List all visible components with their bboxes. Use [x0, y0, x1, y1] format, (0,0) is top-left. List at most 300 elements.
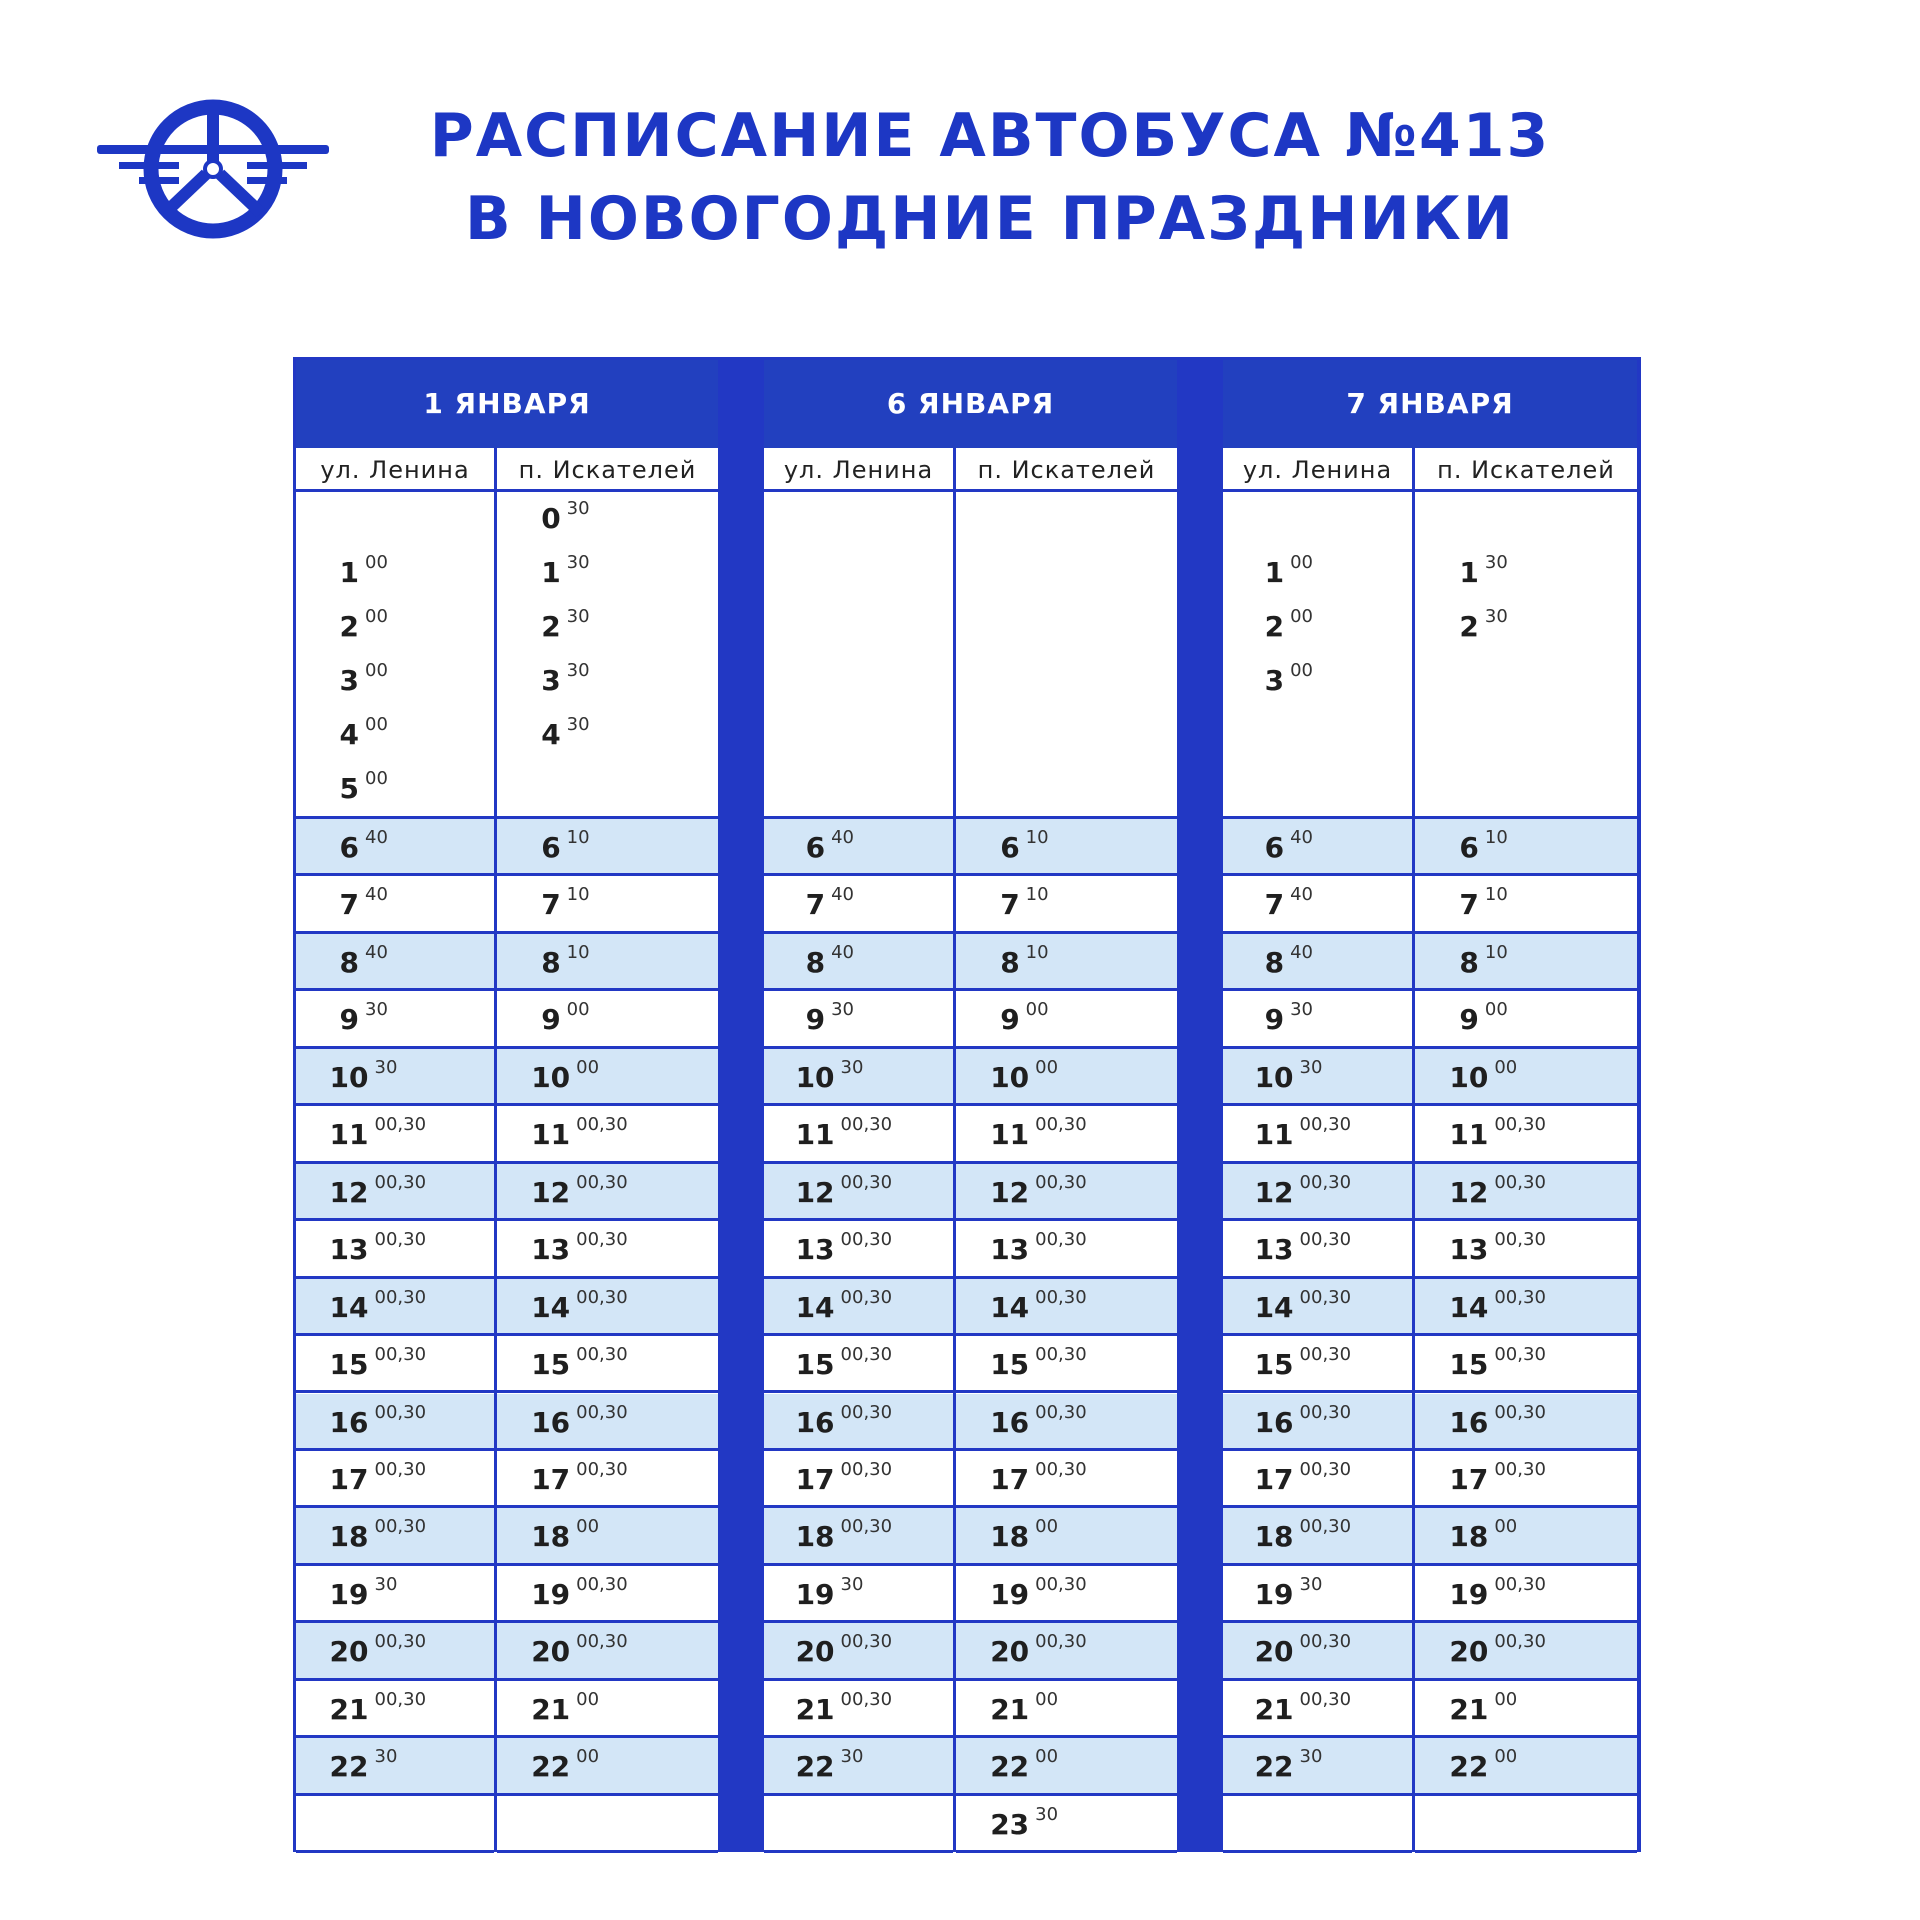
departure-time: [1254, 1688, 1352, 1726]
time-row: [956, 819, 1177, 876]
departure-minutes: 00: [1494, 1516, 1518, 1538]
day-block: [764, 360, 1177, 1849]
departure-minutes: 00,30: [374, 1229, 427, 1251]
departure-time: [1254, 1286, 1352, 1324]
departure-hour: 15: [1254, 1348, 1294, 1382]
stop-name: ул. Ленина: [764, 448, 953, 492]
departure-hour: 22: [795, 1750, 835, 1784]
day-header: 6 ЯНВАРЯ: [764, 360, 1177, 448]
departure-hour: 21: [1254, 1692, 1294, 1726]
departure-time: [531, 1056, 600, 1094]
departure-time: [1000, 999, 1049, 1037]
departure-time: [329, 1286, 427, 1324]
departure-time: [531, 1631, 628, 1669]
departure-hour: 9: [805, 1003, 826, 1037]
departure-hour: 15: [329, 1348, 369, 1382]
departure-hour: 10: [329, 1060, 369, 1094]
departure-hour: 22: [329, 1750, 369, 1784]
departure-minutes: 00,30: [1299, 1401, 1352, 1423]
departure-minutes: 10: [1484, 941, 1508, 963]
time-row: [497, 876, 718, 933]
night-section: [296, 492, 494, 819]
departure-time: [1449, 1516, 1518, 1554]
steering-wheel-wings-icon: [97, 95, 329, 243]
departure-time: [1449, 1229, 1546, 1267]
departure-minutes: 10: [566, 941, 590, 963]
departure-minutes: 10: [1025, 941, 1049, 963]
departure-minutes: 00: [1484, 999, 1508, 1021]
departure-hour: 16: [531, 1405, 571, 1439]
departure-time: [795, 1631, 893, 1669]
stop-column: [296, 448, 494, 1849]
departure-time: [541, 552, 590, 589]
departure-time: [541, 941, 590, 979]
departure-minutes: 00: [1025, 999, 1049, 1021]
departure-hour: 10: [1254, 1060, 1294, 1094]
departure-minutes: 30: [374, 1056, 398, 1078]
departure-hour: 13: [329, 1233, 369, 1267]
departure-minutes: 00: [576, 1688, 600, 1710]
departure-minutes: 40: [1290, 941, 1313, 963]
departure-minutes: 00,30: [1494, 1229, 1546, 1251]
departure-hour: 6: [339, 831, 360, 864]
departure-time: [1459, 884, 1508, 922]
departure-hour: 7: [1459, 888, 1479, 922]
departure-time: [795, 1458, 893, 1496]
departure-hour: 17: [531, 1462, 571, 1496]
departure-hour: 12: [1254, 1175, 1294, 1209]
departure-minutes: 00,30: [1035, 1114, 1087, 1136]
departure-hour: 1: [1459, 556, 1479, 589]
departure-minutes: 00,30: [1035, 1286, 1087, 1308]
departure-hour: 14: [531, 1290, 571, 1324]
departure-hour: 20: [531, 1635, 571, 1669]
departure-time: [990, 1631, 1087, 1669]
departure-time: [1000, 884, 1049, 922]
departure-time: [1254, 1114, 1352, 1152]
time-row: [956, 991, 1177, 1048]
departure-minutes: 00: [1290, 606, 1313, 627]
departure-minutes: 30: [840, 1573, 864, 1595]
departure-time: [990, 1056, 1059, 1094]
departure-hour: 20: [329, 1635, 369, 1669]
departure-time: [795, 1516, 893, 1554]
departure-minutes: 40: [1290, 884, 1313, 906]
departure-time: [1449, 1171, 1546, 1209]
departure-minutes: 00,30: [1494, 1114, 1546, 1136]
departure-time: [805, 941, 854, 979]
departure-minutes: 00: [566, 999, 590, 1021]
time-row: [956, 1049, 1177, 1106]
departure-minutes: 00,30: [1035, 1171, 1087, 1193]
departure-time: [1264, 999, 1313, 1037]
time-row: [296, 819, 494, 876]
departure-hour: 22: [1254, 1750, 1294, 1784]
time-row: [497, 991, 718, 1048]
time-row: [956, 1508, 1177, 1565]
departure-time: [1264, 827, 1313, 864]
time-row: [497, 934, 718, 991]
departure-time: [531, 1171, 628, 1209]
departure-minutes: 00,30: [1299, 1631, 1352, 1653]
departure-hour: 10: [795, 1060, 835, 1094]
departure-time: [990, 1401, 1087, 1439]
departure-hour: 6: [805, 831, 826, 864]
time-row: [764, 819, 953, 876]
departure-time: [541, 884, 590, 922]
departure-minutes: 00,30: [1494, 1286, 1546, 1308]
departure-hour: 13: [795, 1233, 835, 1267]
time-row: [1415, 1738, 1637, 1795]
departure-minutes: 00,30: [840, 1458, 893, 1480]
departure-time: [1254, 1631, 1352, 1669]
stop-name: п. Искателей: [956, 448, 1177, 492]
departure-time: [795, 1056, 864, 1094]
departure-minutes: 00,30: [840, 1229, 893, 1251]
time-row: [497, 819, 718, 876]
departure-minutes: 00,30: [374, 1286, 427, 1308]
departure-minutes: 00,30: [840, 1631, 893, 1653]
departure-time: [339, 827, 388, 864]
time-row: [764, 876, 953, 933]
departure-minutes: 40: [365, 941, 388, 963]
departure-time: [795, 1688, 893, 1726]
departure-minutes: 00: [576, 1056, 600, 1078]
page-title: [330, 95, 1650, 261]
departure-minutes: 00,30: [576, 1458, 628, 1480]
departure-time: [1264, 660, 1313, 697]
departure-time: [339, 941, 388, 979]
departure-minutes: 30: [831, 999, 854, 1021]
departure-time: [1449, 1344, 1546, 1382]
departure-time: [329, 1746, 398, 1784]
departure-minutes: 00: [576, 1516, 600, 1538]
departure-time: [1254, 1573, 1323, 1611]
departure-minutes: 00: [1494, 1746, 1518, 1768]
stop-column: [956, 448, 1177, 1849]
departure-minutes: 00: [1494, 1056, 1518, 1078]
departure-time: [1449, 1573, 1546, 1611]
departure-time: [1449, 1401, 1546, 1439]
departure-minutes: 00,30: [1494, 1631, 1546, 1653]
departure-time: [795, 1114, 893, 1152]
departure-time: [531, 1688, 600, 1726]
departure-minutes: 00,30: [1494, 1171, 1546, 1193]
departure-hour: 13: [531, 1233, 571, 1267]
departure-hour: 14: [795, 1290, 835, 1324]
time-row: [956, 934, 1177, 991]
day-block: [1223, 360, 1637, 1849]
time-row: [956, 1796, 1177, 1853]
departure-time: [805, 884, 854, 922]
departure-time: [329, 1458, 427, 1496]
departure-time: [531, 1229, 628, 1267]
time-row: [764, 991, 953, 1048]
time-row: [1415, 1681, 1637, 1738]
departure-time: [990, 1229, 1087, 1267]
departure-minutes: 00,30: [840, 1688, 893, 1710]
departure-hour: 20: [990, 1635, 1030, 1669]
departure-time: [990, 1286, 1087, 1324]
departure-hour: 14: [990, 1290, 1030, 1324]
departure-minutes: 30: [1299, 1056, 1323, 1078]
departure-hour: 8: [805, 945, 826, 979]
departure-hour: 14: [1254, 1290, 1294, 1324]
departure-minutes: 10: [1484, 884, 1508, 906]
departure-hour: 3: [339, 664, 360, 697]
column-divider: [1412, 448, 1415, 1849]
departure-hour: 18: [1254, 1520, 1294, 1554]
departure-time: [531, 1401, 628, 1439]
departure-time: [339, 606, 388, 643]
departure-minutes: 10: [1484, 827, 1508, 848]
departure-minutes: 00: [1290, 552, 1313, 573]
departure-time: [1449, 1458, 1546, 1496]
departure-hour: 21: [329, 1692, 369, 1726]
departure-hour: 21: [531, 1692, 571, 1726]
departure-time: [1264, 884, 1313, 922]
departure-hour: 3: [1264, 664, 1285, 697]
departure-time: [990, 1344, 1087, 1382]
departure-hour: 12: [329, 1175, 369, 1209]
departure-hour: 20: [1449, 1635, 1489, 1669]
departure-time: [541, 999, 590, 1037]
departure-time: [339, 660, 388, 697]
departure-minutes: 40: [831, 884, 854, 906]
time-row: [1415, 876, 1637, 933]
departure-time: [1459, 941, 1508, 979]
departure-minutes: 30: [566, 606, 590, 627]
departure-hour: 19: [990, 1577, 1030, 1611]
departure-time: [1449, 1688, 1518, 1726]
departure-minutes: 30: [374, 1746, 398, 1768]
departure-hour: 6: [1000, 831, 1020, 864]
departure-time: [329, 1688, 427, 1726]
time-row: [956, 1681, 1177, 1738]
departure-minutes: 00,30: [1035, 1344, 1087, 1366]
time-row: [296, 934, 494, 991]
departure-time: [795, 1171, 893, 1209]
departure-hour: 22: [531, 1750, 571, 1784]
stop-name: п. Искателей: [497, 448, 718, 492]
departure-time: [329, 1631, 427, 1669]
departure-minutes: 00,30: [840, 1114, 893, 1136]
departure-hour: 18: [990, 1520, 1030, 1554]
departure-hour: 10: [990, 1060, 1030, 1094]
departure-hour: 9: [541, 1003, 561, 1037]
departure-time: [1264, 552, 1313, 589]
departure-hour: 0: [541, 502, 561, 535]
departure-hour: 18: [795, 1520, 835, 1554]
time-row: [1223, 1796, 1412, 1853]
departure-hour: 9: [1459, 1003, 1479, 1037]
departure-minutes: 00,30: [1299, 1229, 1352, 1251]
departure-hour: 2: [1264, 610, 1285, 643]
departure-minutes: 00,30: [576, 1573, 628, 1595]
schedule-table: [293, 357, 1641, 1852]
departure-minutes: 30: [840, 1746, 864, 1768]
departure-minutes: 00,30: [1035, 1631, 1087, 1653]
departure-time: [1254, 1746, 1323, 1784]
departure-minutes: 00: [1494, 1688, 1518, 1710]
day-block: [296, 360, 718, 1849]
departure-hour: 1: [1264, 556, 1285, 589]
departure-time: [1254, 1458, 1352, 1496]
departure-hour: 8: [1459, 945, 1479, 979]
departure-minutes: 00,30: [840, 1344, 893, 1366]
departure-minutes: 30: [374, 1573, 398, 1595]
departure-hour: 6: [1459, 831, 1479, 864]
departure-minutes: 30: [1290, 999, 1313, 1021]
departure-minutes: 00: [365, 660, 388, 681]
departure-minutes: 00,30: [576, 1401, 628, 1423]
stop-column: [497, 448, 718, 1849]
departure-time: [1254, 1344, 1352, 1382]
departure-minutes: 30: [840, 1056, 864, 1078]
departure-time: [1000, 827, 1049, 864]
departure-minutes: 30: [1299, 1746, 1323, 1768]
departure-time: [531, 1114, 628, 1152]
departure-minutes: 00,30: [374, 1458, 427, 1480]
time-row: [1415, 1508, 1637, 1565]
departure-minutes: 10: [566, 827, 590, 848]
title-line-2: В НОВОГОДНИЕ ПРАЗДНИКИ: [465, 184, 1515, 254]
departure-minutes: 40: [1290, 827, 1313, 848]
departure-time: [329, 1229, 427, 1267]
departure-time: [1449, 1746, 1518, 1784]
departure-minutes: 30: [566, 660, 590, 681]
stop-column: [1223, 448, 1412, 1849]
departure-minutes: 30: [566, 552, 590, 573]
departure-time: [339, 999, 388, 1037]
time-row: [1223, 876, 1412, 933]
departure-hour: 19: [1254, 1577, 1294, 1611]
departure-minutes: 00,30: [374, 1114, 427, 1136]
departure-minutes: 00,30: [374, 1688, 427, 1710]
departure-time: [990, 1114, 1087, 1152]
time-row: [497, 1738, 718, 1795]
departure-hour: 20: [1254, 1635, 1294, 1669]
departure-time: [990, 1746, 1059, 1784]
departure-hour: 3: [541, 664, 561, 697]
departure-hour: 10: [531, 1060, 571, 1094]
departure-hour: 5: [339, 772, 360, 805]
departure-time: [805, 999, 854, 1037]
departure-hour: 1: [339, 556, 360, 589]
departure-time: [531, 1746, 600, 1784]
departure-hour: 17: [990, 1462, 1030, 1496]
departure-minutes: 40: [365, 884, 388, 906]
departure-minutes: 40: [831, 827, 854, 848]
departure-time: [531, 1344, 628, 1382]
time-row: [956, 876, 1177, 933]
departure-time: [339, 552, 388, 589]
departure-hour: 15: [1449, 1348, 1489, 1382]
departure-time: [339, 884, 388, 922]
departure-minutes: 10: [1025, 827, 1049, 848]
departure-minutes: 00,30: [840, 1286, 893, 1308]
departure-hour: 2: [541, 610, 561, 643]
departure-minutes: 00,30: [374, 1344, 427, 1366]
departure-hour: 6: [1264, 831, 1285, 864]
departure-hour: 12: [531, 1175, 571, 1209]
time-row: [956, 1738, 1177, 1795]
title-line-1: РАСПИСАНИЕ АВТОБУСА №413: [429, 101, 1551, 171]
departure-hour: 21: [990, 1692, 1030, 1726]
departure-time: [1449, 1056, 1518, 1094]
departure-time: [1254, 1056, 1323, 1094]
time-row: [1415, 1796, 1637, 1853]
departure-hour: 17: [1254, 1462, 1294, 1496]
time-row: [1415, 991, 1637, 1048]
departure-hour: 16: [329, 1405, 369, 1439]
departure-time: [990, 1803, 1059, 1841]
departure-minutes: 00,30: [374, 1171, 427, 1193]
departure-minutes: 00,30: [374, 1516, 427, 1538]
departure-time: [339, 714, 388, 751]
departure-minutes: 00: [365, 714, 388, 735]
departure-minutes: 00,30: [576, 1286, 628, 1308]
departure-minutes: 00,30: [1299, 1688, 1352, 1710]
departure-hour: 7: [541, 888, 561, 922]
departure-hour: 10: [1449, 1060, 1489, 1094]
departure-time: [990, 1688, 1059, 1726]
departure-hour: 22: [990, 1750, 1030, 1784]
departure-hour: 14: [1449, 1290, 1489, 1324]
departure-hour: 17: [1449, 1462, 1489, 1496]
departure-hour: 2: [1459, 610, 1479, 643]
departure-hour: 4: [541, 718, 561, 751]
day-header: 7 ЯНВАРЯ: [1223, 360, 1637, 448]
departure-hour: 20: [795, 1635, 835, 1669]
departure-hour: 16: [1449, 1405, 1489, 1439]
departure-hour: 8: [339, 945, 360, 979]
departure-time: [1459, 606, 1508, 643]
time-row: [497, 1049, 718, 1106]
departure-minutes: 00,30: [1035, 1458, 1087, 1480]
departure-time: [990, 1516, 1059, 1554]
departure-minutes: 00: [1035, 1746, 1059, 1768]
departure-hour: 8: [1000, 945, 1020, 979]
departure-time: [990, 1171, 1087, 1209]
departure-time: [795, 1573, 864, 1611]
departure-time: [541, 827, 590, 864]
departure-hour: 7: [1264, 888, 1285, 922]
departure-minutes: 00,30: [1494, 1344, 1546, 1366]
departure-hour: 13: [1254, 1233, 1294, 1267]
departure-time: [1449, 1286, 1546, 1324]
departure-minutes: 30: [1035, 1803, 1059, 1825]
departure-hour: 11: [795, 1118, 835, 1152]
departure-minutes: 00,30: [1299, 1171, 1352, 1193]
departure-time: [1449, 1631, 1546, 1669]
departure-hour: 17: [795, 1462, 835, 1496]
departure-hour: 13: [1449, 1233, 1489, 1267]
departure-minutes: 00,30: [1299, 1516, 1352, 1538]
time-row: [1415, 934, 1637, 991]
departure-time: [1000, 941, 1049, 979]
departure-hour: 16: [990, 1405, 1030, 1439]
departure-time: [1459, 999, 1508, 1037]
departure-time: [531, 1458, 628, 1496]
departure-time: [541, 714, 590, 751]
departure-time: [329, 1056, 398, 1094]
departure-hour: 8: [541, 945, 561, 979]
departure-hour: 21: [1449, 1692, 1489, 1726]
departure-time: [795, 1344, 893, 1382]
departure-minutes: 10: [566, 884, 590, 906]
stop-column: [764, 448, 953, 1849]
